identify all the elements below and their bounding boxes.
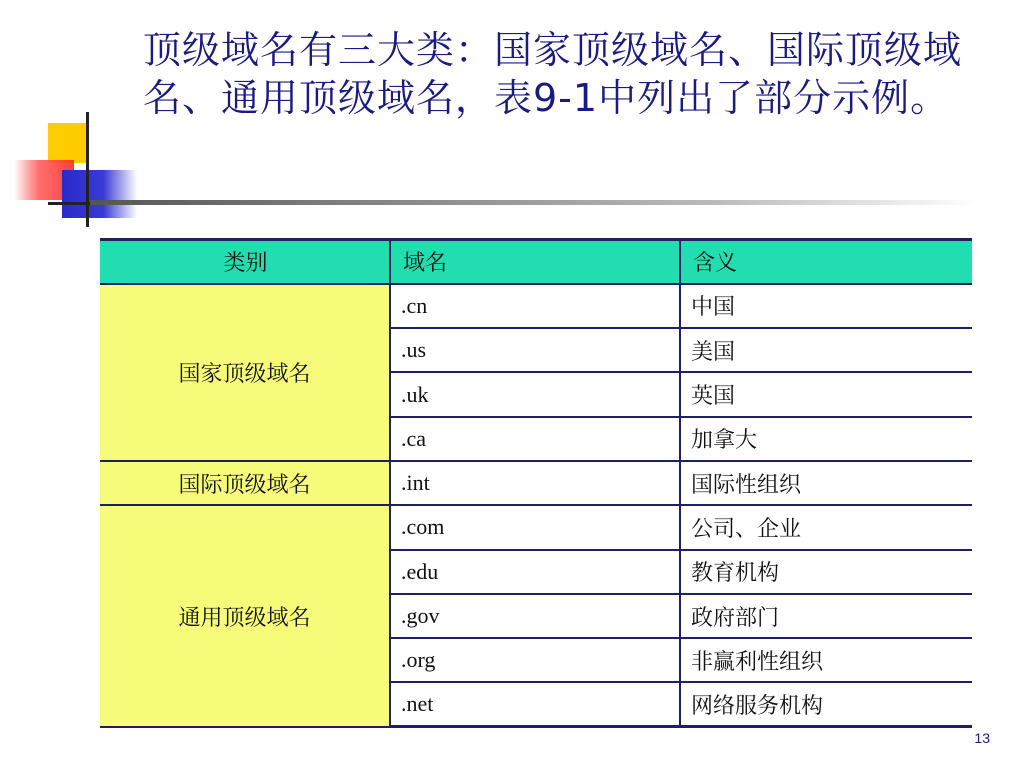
slide-title: 顶级域名有三大类：国家顶级域名、国际顶级域名、通用顶级域名，表9-1中列出了部分示例。 [143,28,963,120]
domain-cell: .uk [390,372,680,416]
meaning-cell: 公司、企业 [680,505,972,549]
title-underline [90,200,980,205]
table-header-row [100,240,972,284]
table-row [100,461,972,505]
domain-cell: .edu [390,550,680,594]
meaning-cell: 教育机构 [680,550,972,594]
table-row [100,505,972,549]
domain-cell: .net [390,682,680,726]
category-cell: 国际顶级域名 [100,461,390,505]
yellow-square [48,123,88,163]
domain-cell: .gov [390,594,680,638]
domain-cell: .org [390,638,680,682]
category-cell: 国家顶级域名 [100,284,390,461]
blue-square [62,170,137,218]
meaning-cell: 国际性组织 [680,461,972,505]
meaning-cell: 美国 [680,328,972,372]
meaning-cell: 加拿大 [680,417,972,461]
domain-cell: .cn [390,284,680,328]
domain-cell: .int [390,461,680,505]
meaning-cell: 非赢利性组织 [680,638,972,682]
meaning-cell: 英国 [680,372,972,416]
category-cell: 通用顶级域名 [100,505,390,726]
domain-cell: .us [390,328,680,372]
domain-cell: .ca [390,417,680,461]
domain-cell: .com [390,505,680,549]
header-meaning: 含义 [680,240,972,284]
page-number: 13 [974,730,990,746]
meaning-cell: 政府部门 [680,594,972,638]
table-row [100,284,972,328]
meaning-cell: 网络服务机构 [680,682,972,726]
vertical-line [86,112,89,227]
header-domain: 域名 [390,240,680,284]
header-category: 类别 [100,240,390,284]
meaning-cell: 中国 [680,284,972,328]
domain-table [100,238,972,728]
